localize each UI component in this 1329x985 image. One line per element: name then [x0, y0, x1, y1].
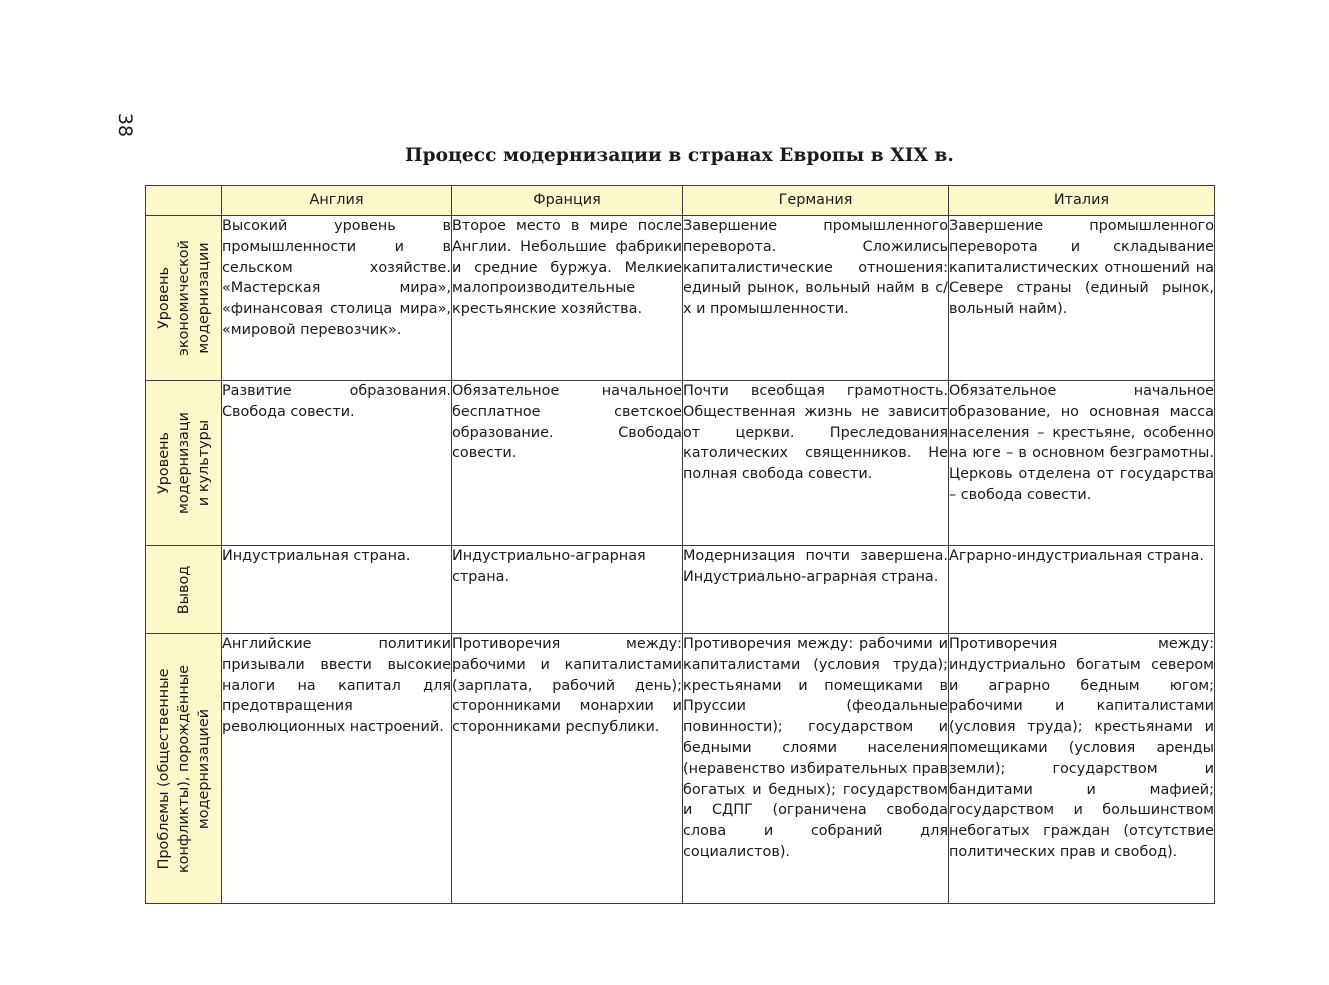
row-header-economic-label: Уровень экономической модернизации [155, 240, 212, 356]
column-header-england: Англия [222, 186, 452, 216]
table-cell [452, 216, 683, 381]
page-title: Процесс модернизации в странах Европы в XIX в. [405, 145, 954, 166]
table-cell [949, 381, 1215, 546]
cell-text-conclusion-germany: Модернизация почти завершена. Индустриально-аграрная страна. [683, 548, 948, 585]
table-row-problems [146, 634, 1215, 904]
cell-text-economic-france: Второе место в мире после Англии. Небольшие фабрики и средние буржуа. Мелкие малопроизводительные крестьянские хозяйства. [452, 218, 682, 318]
cell-text-problems-italy: Противоречия между: индустриально богатым севером и аграрно бедным югом; рабочими и капиталистами (условия труда); крестьянами и помещиками (условия аренды земли); государством и бандитами и мафией; государством и большинством небогатых граждан (отсутствие политических прав и свобод). [949, 636, 1214, 860]
cell-text-economic-germany: Завершение промышленного переворота. Сложились капиталистические отношения: единый рынок, вольный найм в с/х и промышленности. [683, 218, 948, 318]
table-cell [452, 634, 683, 904]
cell-text-culture-france: Обязательное начальное бесплатное светское образование. Свобода совести. [452, 383, 682, 462]
row-header-conclusion-label: Вывод [175, 565, 192, 614]
table-cell [222, 381, 452, 546]
row-header-conclusion [146, 546, 222, 634]
cell-text-economic-england: Высокий уровень в промышленности и в сельском хозяйстве. «Мастерская мира», «финансовая столица мира», «мировой перевозчик». [222, 218, 451, 338]
table-cell [949, 634, 1215, 904]
table-cell [452, 546, 683, 634]
table-cell [949, 216, 1215, 381]
cell-text-culture-italy: Обязательное начальное образование, но основная масса населения – крестьяне, особенно на юге – в основном безграмотны. Церковь отделена от государства – свобода совести. [949, 383, 1214, 503]
cell-text-culture-england: Развитие образования. Свобода совести. [222, 383, 451, 420]
column-header-italy: Италия [949, 186, 1215, 216]
table-cell [222, 216, 452, 381]
cell-text-conclusion-italy: Аграрно-индустриальная страна. [949, 548, 1204, 564]
table-cell [222, 634, 452, 904]
cell-text-problems-france: Противоречия между: рабочими и капиталистами (зарплата, рабочий день); сторонниками монархии и сторонниками республики. [452, 636, 682, 736]
row-header-culture-label: Уровень модернизаци и культуры [155, 412, 212, 514]
table-cell [683, 216, 949, 381]
cell-text-culture-germany: Почти всеобщая грамотность. Общественная жизнь не зависит от церкви. Преследования католических священников. Не полная свобода совести. [683, 383, 948, 483]
table-row-economic [146, 216, 1215, 381]
modernization-table [145, 185, 1215, 904]
cell-text-conclusion-france: Индустриально-аграрная страна. [452, 548, 646, 585]
cell-text-problems-england: Английские политики призывали ввести высокие налоги на капитал для предотвращения революционных настроений. [222, 636, 451, 736]
table-cell [683, 546, 949, 634]
column-header-germany: Германия [683, 186, 949, 216]
column-header-france: Франция [452, 186, 683, 216]
cell-text-economic-italy: Завершение промышленного переворота и складывание капиталистических отношений на Севере страны (единый рынок, вольный найм). [949, 218, 1214, 318]
table-header-row [146, 186, 1215, 216]
table-cell [683, 381, 949, 546]
table-cell [222, 546, 452, 634]
table-row-conclusion [146, 546, 1215, 634]
table-cell [452, 381, 683, 546]
table-cell [949, 546, 1215, 634]
cell-text-problems-germany: Противоречия между: рабочими и капиталистами (условия труда); крестьянами и помещиками в Пруссии (феодальные повинности); государством и бедными слоями населения (неравенство избирательных прав богатых и бедных); государством и СДПГ (ограничена свобода слова и собраний для социалистов). [683, 636, 948, 860]
cell-text-conclusion-england: Индустриальная страна. [222, 548, 411, 564]
table-cell [683, 634, 949, 904]
row-header-problems-label: Проблемы (общественные конфликты), порождённые модернизацией [155, 664, 212, 873]
page-number: 38 [114, 112, 136, 138]
row-header-problems [146, 634, 222, 904]
table-row-culture [146, 381, 1215, 546]
